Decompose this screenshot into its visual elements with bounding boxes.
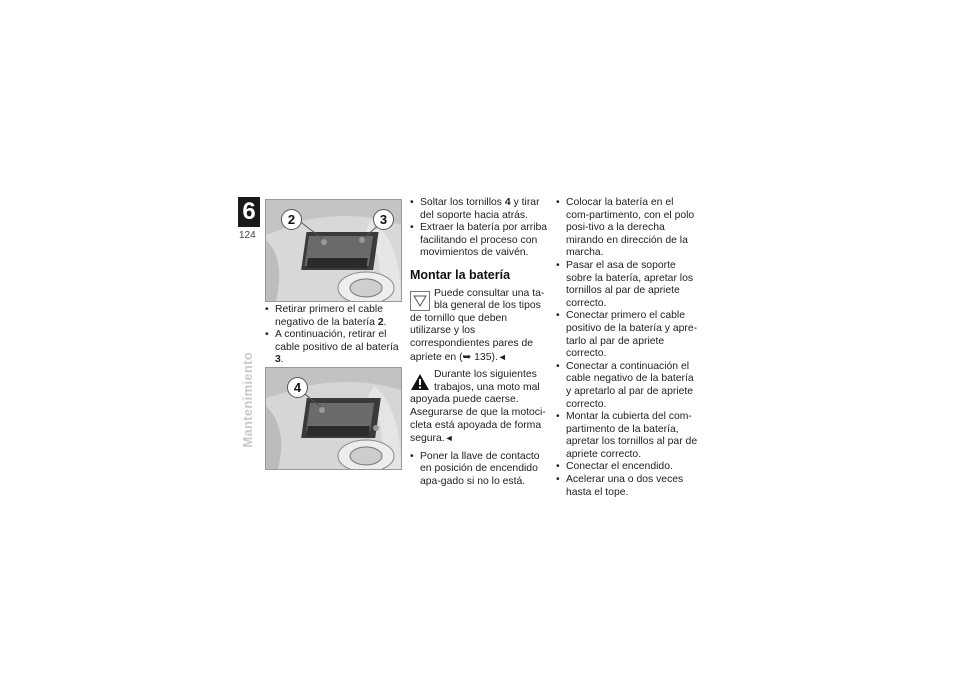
list-item: • A continuación, retirar el cable positivo de al batería 3.: [265, 329, 405, 367]
warning-icon: [410, 372, 430, 392]
list-item: • Retirar primero el cable negativo de la batería 2.: [265, 304, 405, 329]
list-item: • Soltar los tornillos 4 y tirar del soporte hacia atrás.: [410, 197, 548, 222]
list-item: • Extraer la batería por arriba facilitando el proceso con movimientos de vaivén.: [410, 222, 548, 260]
list-item: • Conectar el encendido.: [556, 461, 698, 474]
callout-4: 4: [287, 377, 308, 398]
list-item: • Acelerar una o dos veces hasta el tope.: [556, 474, 698, 499]
list-item: • Conectar a continuación el cable negativo de la batería y apretarlo al par de apriete correcto.: [556, 361, 698, 411]
list-item: • Conectar primero el cable positivo de la batería y apre-tarlo al par de apriete correcto.: [556, 310, 698, 360]
section-heading: Montar la batería: [410, 267, 511, 282]
chapter-number: 6: [238, 197, 260, 227]
list-item: • Poner la llave de contacto en posición de encendido apa-gado si no lo está.: [410, 451, 548, 489]
column-install-intro: [410, 197, 548, 488]
info-note-icon: [410, 291, 430, 311]
column-install-steps: [556, 197, 698, 499]
info-note: Puede consultar una ta- bla general de los tipos de tornillo que deben utilizarse y los correspondientes pares de apriete en (➥ 135).◄: [410, 287, 545, 363]
battery-photo-screws: [265, 367, 402, 470]
column-removal-steps: [265, 304, 405, 367]
callout-3: 3: [373, 209, 394, 230]
callout-2: 2: [281, 209, 302, 230]
battery-photo-terminals: [265, 199, 402, 302]
section-title: Mantenimiento: [240, 352, 255, 448]
list-item: • Colocar la batería en el com-partimento, con el polo posi-tivo a la derecha mirando en dirección de la marcha.: [556, 197, 698, 260]
list-item: • Montar la cubierta del com-partimento de la batería, apretar los tornillos al par de apriete correcto.: [556, 411, 698, 461]
warning-note: Durante los siguientes trabajos, una moto mal apoyada puede caerse. Asegurarse de que la motoci-cleta está apoyada de forma segura.◄: [410, 369, 546, 445]
list-item: • Pasar el asa de soporte sobre la batería, apretar los tornillos al par de apriete correcto.: [556, 260, 698, 310]
page-number: 124: [239, 230, 256, 241]
